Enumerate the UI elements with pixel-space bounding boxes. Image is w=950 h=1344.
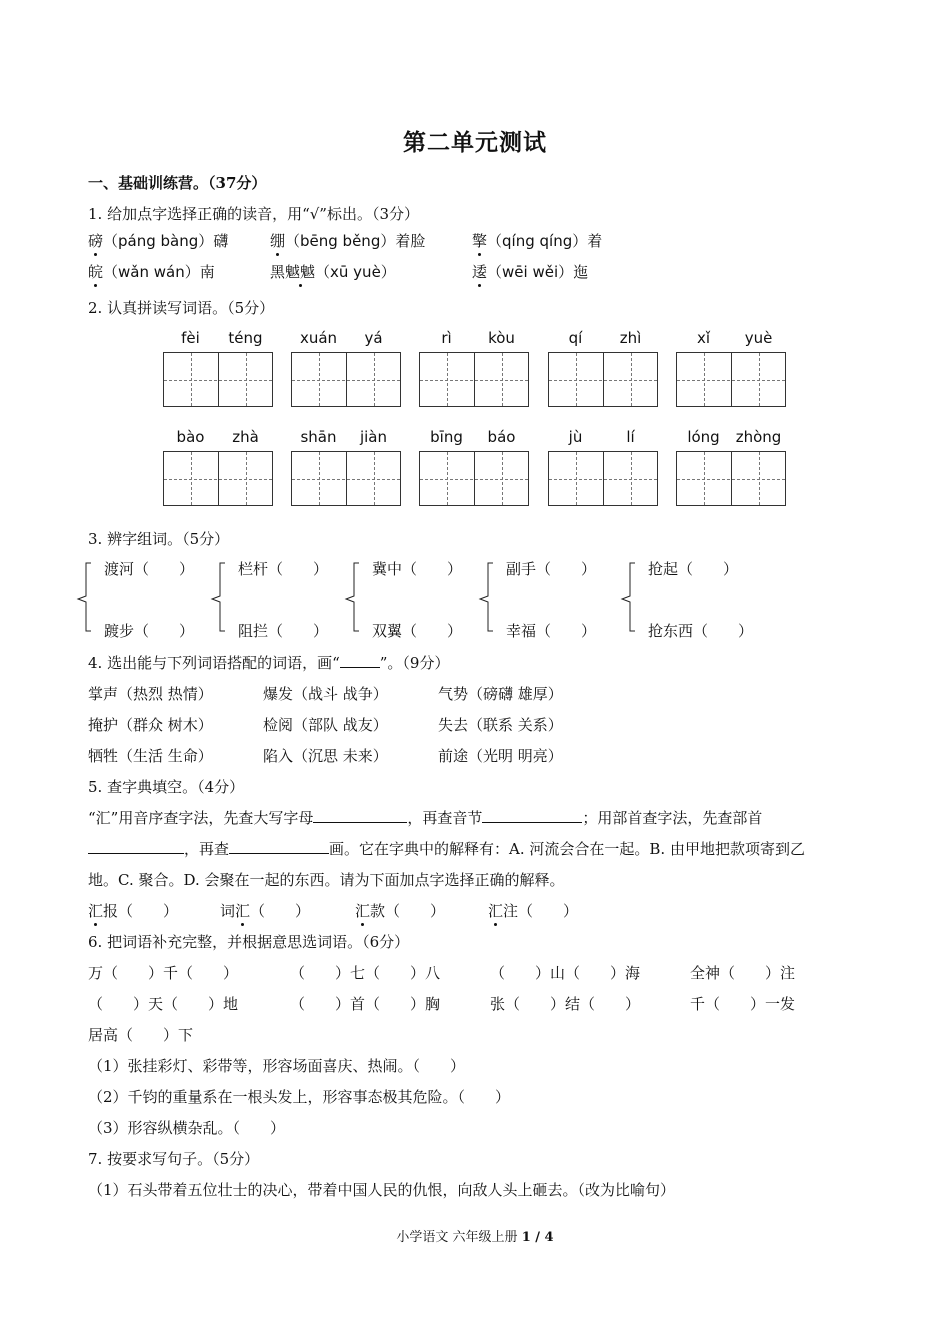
writing-grid[interactable]	[419, 352, 529, 407]
question-1-stem: 1. 给加点字选择正确的读音，用“√”标出。（3分）	[88, 205, 420, 223]
q1-item: 绷（bēng běng）着脸	[270, 232, 426, 250]
question-6-stem: 6. 把词语补充完整，并根据意思选词语。（6分）	[88, 933, 410, 951]
q5-word: 词汇（ ）	[220, 902, 311, 920]
question-5-stem: 5. 查字典填空。（4分）	[88, 778, 245, 796]
q6-item: （ ）首（ ）胸	[290, 995, 441, 1013]
q3-word: 渡河（ ）	[104, 560, 195, 578]
question-2-stem: 2. 认真拼读写词语。（5分）	[88, 299, 275, 317]
q3-word: 抢起（ ）	[648, 560, 739, 578]
q7-sub: （1）石头带着五位壮士的决心，带着中国人民的仇恨，向敌人头上砸去。（改为比喻句）	[88, 1181, 676, 1199]
question-4-stem: 4. 选出能与下列词语搭配的词语，画“ ”。（9分）	[88, 654, 450, 672]
q5-line-2: ，再查 画。它在字典中的解释有：A. 河流会合在一起。B. 由甲地把款项寄到乙	[88, 838, 805, 859]
q6-sub: （3）形容纵横杂乱。（ ）	[88, 1119, 286, 1137]
brace-icon	[76, 562, 92, 632]
q5-word: 汇注（ ）	[488, 902, 579, 920]
q6-item: （ ）天（ ）地	[88, 995, 239, 1013]
pinyin-label: téng	[228, 329, 263, 347]
q3-word: 副手（ ）	[506, 560, 597, 578]
q1-item: 皖（wǎn wán）南	[88, 263, 215, 281]
pinyin-label: rì	[441, 329, 452, 347]
writing-grid[interactable]	[548, 352, 658, 407]
page-footer: 小学语文 六年级上册 1 / 4	[396, 1230, 554, 1245]
pinyin-label: lí	[626, 428, 635, 446]
q6-item: 千（ ）一发	[690, 995, 796, 1013]
q6-item: 全神（ ）注	[690, 964, 796, 982]
brace-icon	[344, 562, 360, 632]
q4-item: 失去（联系 关系）	[438, 716, 563, 734]
q4-item: 检阅（部队 战友）	[263, 716, 388, 734]
q4-item: 掩护（群众 树木）	[88, 716, 213, 734]
q4-item: 陷入（沉思 未来）	[263, 747, 388, 765]
pinyin-label: jiàn	[359, 428, 388, 446]
q3-word: 栏杆（ ）	[238, 560, 329, 578]
q3-word: 踱步（ ）	[104, 622, 195, 640]
q1-item: 黑魆魆（xū yuè）	[270, 263, 396, 281]
section-heading: 一、基础训练营。（37分）	[88, 174, 267, 192]
pinyin-label: shān	[300, 428, 337, 446]
writing-grid[interactable]	[163, 451, 273, 506]
pinyin-label: qí	[568, 329, 583, 347]
q6-item: 居高（ ）下	[88, 1026, 194, 1044]
pinyin-label: báo	[487, 428, 516, 446]
q3-word: 冀中（ ）	[372, 560, 463, 578]
pinyin-label: xuán	[299, 329, 338, 347]
page-number: 1 / 4	[521, 1230, 554, 1245]
q6-item: 张（ ）结（ ）	[490, 995, 641, 1013]
writing-grid[interactable]	[676, 352, 786, 407]
q6-item: 万（ ）千（ ）	[88, 964, 239, 982]
pinyin-label: lóng	[687, 428, 720, 446]
q3-word: 抢东西（ ）	[648, 622, 754, 640]
pinyin-label: bīng	[430, 428, 463, 446]
q6-item: （ ）山（ ）海	[490, 964, 641, 982]
q4-item: 气势（磅礴 雄厚）	[438, 685, 563, 703]
q3-word: 阻拦（ ）	[238, 622, 329, 640]
q5-word: 汇报（ ）	[88, 902, 179, 920]
question-3-stem: 3. 辨字组词。（5分）	[88, 530, 230, 548]
q4-item: 爆发（战斗 战争）	[263, 685, 388, 703]
q6-sub: （2）千钧的重量系在一根头发上，形容事态极其危险。（ ）	[88, 1088, 511, 1106]
brace-icon	[210, 562, 226, 632]
brace-icon	[620, 562, 636, 632]
q5-line-3: 地。C. 聚合。D. 会聚在一起的东西。请为下面加点字选择正确的解释。	[88, 871, 565, 889]
q3-word: 双翼（ ）	[372, 622, 463, 640]
pinyin-label: zhà	[232, 428, 259, 446]
writing-grid[interactable]	[291, 451, 401, 506]
writing-grid[interactable]	[676, 451, 786, 506]
q4-item: 前途（光明 明亮）	[438, 747, 563, 765]
q3-word: 幸福（ ）	[506, 622, 597, 640]
pinyin-label: yuè	[744, 329, 773, 347]
q1-item: 逶（wēi wěi）迤	[472, 263, 589, 281]
q1-item: 擎（qíng qíng）着	[472, 232, 603, 250]
q4-item: 掌声（热烈 热情）	[88, 685, 213, 703]
q6-item: （ ）七（ ）八	[290, 964, 441, 982]
pinyin-label: bào	[176, 428, 205, 446]
q6-sub: （1）张挂彩灯、彩带等，形容场面喜庆、热闹。（ ）	[88, 1057, 466, 1075]
pinyin-label: zhì	[619, 329, 642, 347]
brace-icon	[478, 562, 494, 632]
q1-item: 磅（páng bàng）礴	[88, 232, 229, 250]
pinyin-label: xǐ	[696, 329, 711, 347]
q4-item: 牺牲（生活 生命）	[88, 747, 213, 765]
q5-word: 汇款（ ）	[355, 902, 446, 920]
writing-grid[interactable]	[548, 451, 658, 506]
pinyin-label: fèi	[181, 329, 200, 347]
writing-grid[interactable]	[419, 451, 529, 506]
q5-line-1: “汇”用音序查字法，先查大写字母 ，再查音节 ；用部首查字法，先查部首	[88, 809, 763, 827]
question-7-stem: 7. 按要求写句子。（5分）	[88, 1150, 260, 1168]
pinyin-label: jù	[568, 428, 583, 446]
pinyin-label: zhòng	[735, 428, 782, 446]
pinyin-label: kòu	[488, 329, 515, 347]
writing-grid[interactable]	[291, 352, 401, 407]
page-title: 第二单元测试	[403, 129, 547, 156]
pinyin-label: yá	[364, 329, 383, 347]
writing-grid[interactable]	[163, 352, 273, 407]
